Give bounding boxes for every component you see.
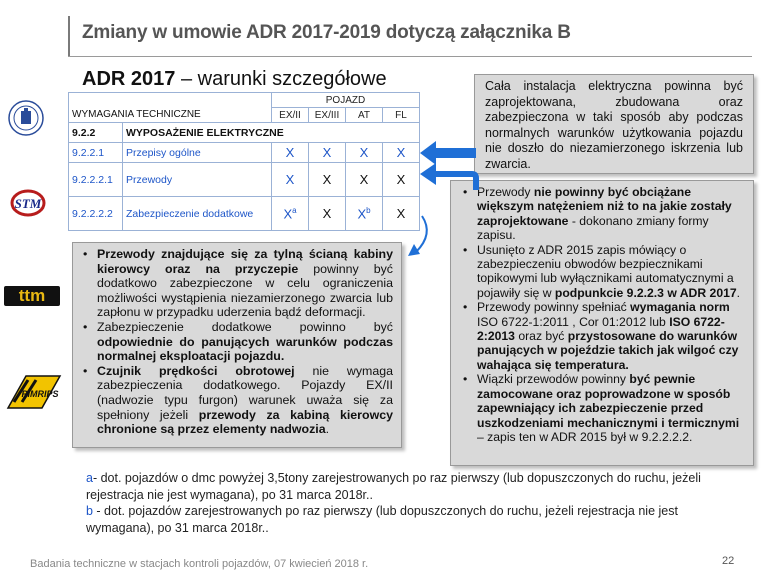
wiring-changes-list: [461, 185, 745, 444]
list-item: [81, 364, 393, 437]
row-value: X: [346, 163, 383, 197]
item-text: nie wymaga zabezpieczenia dodatkowego. Pojazdy EX/II (nadwozie typu furgon) warunek uważa się za spełniony jeżeli: [97, 363, 394, 422]
table-row: [69, 143, 420, 163]
section-name: WYPOSAŻENIE ELEKTRYCZNE: [123, 123, 420, 143]
row-value-mark: X: [357, 206, 367, 222]
row-value: [272, 197, 309, 231]
item-text-bold: Czujnik prędkości obrotowej: [97, 363, 295, 378]
slide-title: Zmiany w umowie ADR 2017-2019 dotyczą załącznika B: [82, 22, 571, 43]
list-item: [461, 372, 745, 444]
item-text: .: [325, 422, 330, 437]
item-text-bold: być pewnie zamocowane oraz poprowadzone w sposób zapewniający ich zabezpieczenie przed uszkodzeniami mechanicznymi i termicznymi: [477, 372, 740, 430]
university-seal-logo: [8, 100, 44, 136]
item-text: Przewody powinny spełniać: [477, 300, 631, 315]
table-col-ex3: EX/III: [309, 108, 346, 123]
table-col-fl: FL: [383, 108, 420, 123]
item-text: oraz być: [514, 329, 568, 344]
row-value: X: [383, 163, 420, 197]
footnote-b: [86, 503, 726, 536]
ttm-logo: ttm: [4, 286, 60, 306]
row-value: X: [272, 163, 309, 197]
slide-subtitle: [82, 68, 387, 91]
item-text: Wiązki przewodów powinny: [477, 372, 630, 387]
pimrips-logo-text: PIMRIPS: [21, 389, 59, 399]
table-col-ex2: EX/II: [272, 108, 309, 123]
row-value: [346, 197, 383, 231]
row-code: 9.2.2.2.1: [69, 163, 123, 197]
item-text: - dokonano zmiany formy zapisu.: [477, 213, 709, 243]
footnote-b-text: - dot. pojazdów zarejestrowanych po raz pierwszy (lub dopuszczonych do ruchu, jeżeli rejestracja nie jest wymagana), po 31 marca 2018r..: [86, 504, 678, 535]
item-text: ISO 6722-1:2011 , Cor 01:2012 lub: [477, 314, 670, 329]
table-row: [69, 163, 420, 197]
row-name: Przepisy ogólne: [123, 143, 272, 163]
row-value-mark: X: [283, 206, 293, 222]
footer-text: Badania techniczne w stacjach kontroli pojazdów, 07 kwiecień 2018 r.: [30, 558, 369, 570]
table-header-requirements: WYMAGANIA TECHNICZNE: [69, 108, 272, 123]
list-item: [461, 185, 745, 243]
stm-logo-text: STM: [14, 196, 42, 211]
item-text: Usunięto z ADR 2015 zapis mówiący o zabezpieczeniu obwodów bezpiecznikami topikowymi lub wyłącznikami automatycznymi a pojawiły się w: [477, 242, 734, 300]
subtitle-rest: – warunki szczegółowe: [175, 68, 387, 90]
row-value: X: [309, 197, 346, 231]
list-item: [461, 243, 745, 301]
item-text-bold: odpowiednie do panujących warunków podczas normalnej eksploatacji pojazdu.: [97, 334, 393, 364]
pimrips-logo: [4, 372, 64, 412]
item-text: Zabezpieczenie dodatkowe powinno być: [97, 319, 393, 334]
subtitle-bold: ADR 2017: [82, 68, 176, 90]
footnote-a: [86, 470, 726, 503]
table-header-row: [69, 108, 420, 123]
table-header-blank: [69, 93, 272, 108]
item-text: – zapis ten w ADR 2015 był w 9.2.2.2.2.: [477, 429, 693, 444]
additional-protection-list: [81, 247, 393, 437]
list-item: [461, 300, 745, 372]
row-value: X: [346, 143, 383, 163]
table-header-vehicle: POJAZD: [272, 93, 420, 108]
title-divider: [68, 56, 752, 57]
stm-logo: [10, 186, 46, 220]
item-text-bold: przewody za kabiną kierowcy chronione są przez elementy nadwozia: [97, 407, 393, 437]
row-name: Przewody: [123, 163, 272, 197]
additional-protection-box: [72, 242, 402, 448]
item-text-bold: przystosowane do warunków panujących w pojeździe takich jak wilgoć czy wahająca się temperatura.: [477, 329, 739, 372]
footnote-b-label: b: [86, 504, 93, 518]
item-text-bold: wymagania norm: [630, 300, 730, 315]
table-row: [69, 197, 420, 231]
item-text-bold: Przewody znajdujące się za tylną ścianą kabiny kierowcy oraz na przyczepie: [97, 247, 393, 276]
title-accent-bar: [68, 16, 70, 56]
row-code: 9.2.2.2.2: [69, 197, 123, 231]
footnote-ref-a: a: [292, 205, 297, 215]
footnote-a-label: a: [86, 471, 93, 485]
requirements-table: [68, 92, 420, 231]
item-text: powinny być dodatkowo zabezpieczone w celu ograniczenia możliwości wystąpienia niezamierzonego zwarcia lub zapłonu w przypadku uderzenia bądź deformacji.: [97, 261, 393, 320]
item-text: Przewody: [477, 185, 534, 199]
footnote-ref-b: b: [366, 205, 371, 215]
item-text-bold: podpunkcie 9.2.2.3 w ADR 2017: [554, 285, 737, 300]
list-item: [81, 320, 393, 364]
general-requirements-box: Cała instalacja elektryczna powinna być zaprojektowana, zbudowana oraz zabezpieczona w taki sposób aby podczas normalnych warunków użytkowania pojazdu nie doszło do niezamierzonego iskrzenia lub zwarcia.: [474, 74, 754, 174]
row-value: X: [383, 197, 420, 231]
arrow-wiring-icon: [420, 156, 480, 192]
item-text-bold: nie powinny być obciążane większym natężeniem niż to na jakie zostały zaprojektowane: [477, 185, 732, 228]
row-value: X: [309, 143, 346, 163]
row-value: X: [383, 143, 420, 163]
footnotes: [86, 470, 726, 536]
page-number: 22: [722, 555, 735, 567]
item-text: .: [736, 285, 741, 300]
item-text-bold: ISO 6722-2:2013: [477, 314, 725, 344]
row-name: Zabezpieczenie dodatkowe: [123, 197, 272, 231]
row-code: 9.2.2.1: [69, 143, 123, 163]
wiring-changes-box: [450, 180, 754, 466]
arrow-protection-icon: [386, 212, 436, 262]
table-section-row: [69, 123, 420, 143]
table-col-at: AT: [346, 108, 383, 123]
section-code: 9.2.2: [69, 123, 123, 143]
list-item: [81, 247, 393, 320]
row-value: X: [309, 163, 346, 197]
row-value: X: [272, 143, 309, 163]
table-header-group-row: [69, 93, 420, 108]
footnote-a-text: - dot. pojazdów o dmc powyżej 3,5tony zarejestrowanych po raz pierwszy (lub dopuszczonych do ruchu, jeżeli rejestracja nie jest wymagana), po 31 marca 2018r..: [86, 471, 701, 502]
